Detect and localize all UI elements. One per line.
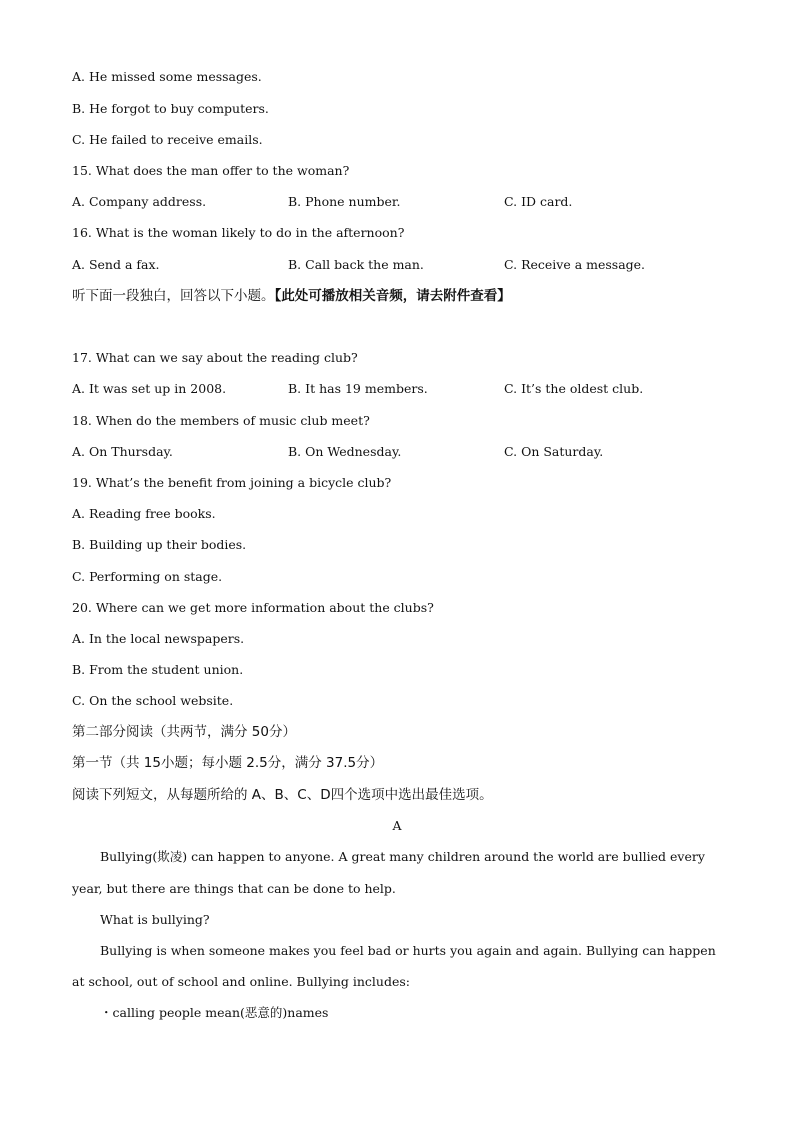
q14-option-c: C. He failed to receive emails. [72,132,263,147]
q15-option-c: C. ID card. [504,194,573,209]
passage-p2-line2: at school, out of school and online. Bullying includes: [72,974,410,989]
q16-question: 16. What is the woman likely to do in the afternoon? [72,225,405,240]
q18-option-a: A. On Thursday. [72,444,173,459]
monologue-instruction-text: 听下面一段独白，回答以下小题。 [72,288,275,304]
passage-p1-line1: Bullying(欺凌) can happen to anyone. A great many children around the world are bullied every [100,849,705,864]
passage-p2-line1: Bullying is when someone makes you feel bad or hurts you again and again. Bullying can happen [100,943,716,958]
q15-option-a: A. Company address. [72,194,207,209]
q20-option-a: A. In the local newspapers. [72,631,245,646]
q17-option-c: C. It’s the oldest club. [504,381,644,396]
q15-option-b: B. Phone number. [288,194,401,209]
audio-note: 【此处可播放相关音频，请去附件查看】 [274,288,511,304]
q17-question: 17. What can we say about the reading club? [72,350,358,365]
monologue-instruction [72,288,511,304]
q19-option-b: B. Building up their bodies. [72,537,247,552]
q16-option-a: A. Send a fax. [72,257,160,272]
passage-p1-line2: year, but there are things that can be done to help. [72,881,396,896]
q20-question: 20. Where can we get more information about the clubs? [72,600,434,615]
q18-option-b: B. On Wednesday. [288,444,402,459]
q18-question: 18. When do the members of music club meet? [72,413,370,428]
section1-heading: 第一节（共 15小题；每小题 2.5分，满分 37.5分） [72,755,384,771]
part2-heading: 第二部分阅读（共两节，满分 50分） [72,724,296,740]
q19-option-c: C. Performing on stage. [72,569,223,584]
q20-option-c: C. On the school website. [72,693,234,708]
q15-question: 15. What does the man offer to the woman? [72,163,350,178]
reading-instruction: 阅读下列短文，从每题所给的 A、B、C、D四个选项中选出最佳选项。 [72,787,493,803]
q17-option-a: A. It was set up in 2008. [72,381,227,396]
q14-option-a: A. He missed some messages. [72,69,262,84]
passage-subheading: What is bullying? [100,912,210,927]
q14-option-b: B. He forgot to buy computers. [72,101,269,116]
q16-option-c: C. Receive a message. [504,257,646,272]
q19-option-a: A. Reading free books. [72,506,216,521]
q18-option-c: C. On Saturday. [504,444,604,459]
q16-option-b: B. Call back the man. [288,257,424,272]
q17-option-b: B. It has 19 members. [288,381,428,396]
q19-question: 19. What’s the benefit from joining a bicycle club? [72,475,392,490]
q20-option-b: B. From the student union. [72,662,244,677]
passage-label: A [392,818,402,833]
passage-bullet-1: ・calling people mean(恶意的)names [100,1005,329,1020]
